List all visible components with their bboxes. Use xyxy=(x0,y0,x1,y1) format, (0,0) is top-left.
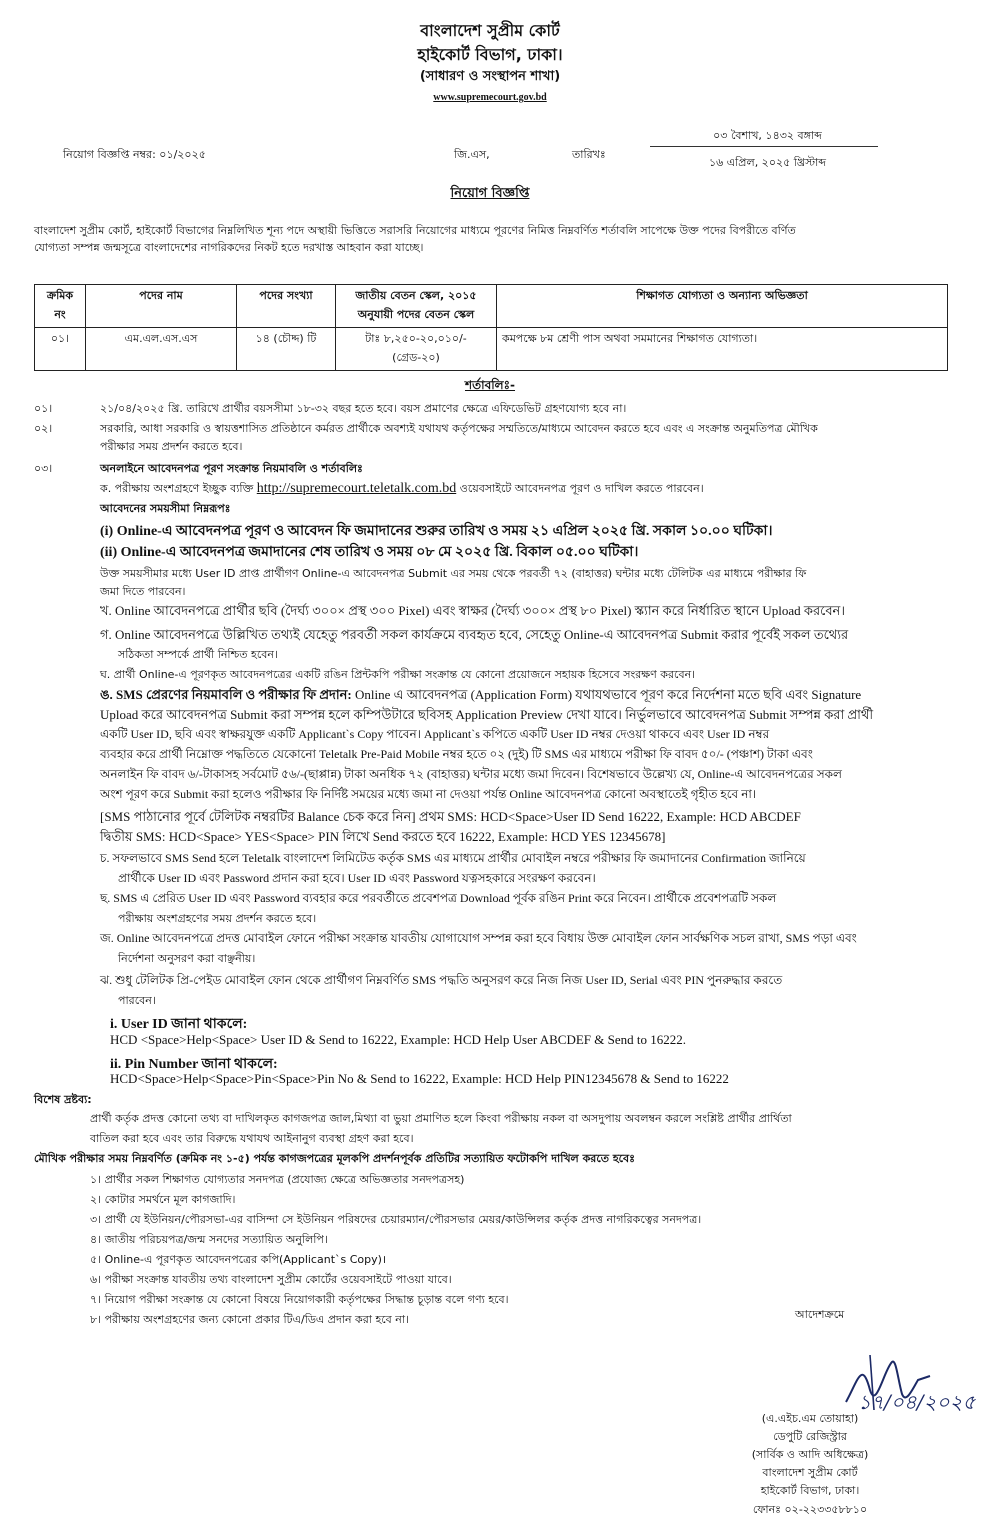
signatory-org: বাংলাদেশ সুপ্রীম কোর্ট xyxy=(762,1466,858,1479)
list-item: ১। প্রার্থীর সকল শিক্ষাগত যোগ্যতার সনদপত্র (প্রযোজ্য ক্ষেত্রে অভিজ্ঞতার সনদপত্রসহ) xyxy=(90,1173,465,1186)
cell-post-count: ১৪ (চৌদ্দ) টি xyxy=(237,328,336,371)
col-post-count: পদের সংখ্যা xyxy=(237,285,336,328)
online-ka xyxy=(100,480,960,499)
online-kha: খ. Online আবেদনপত্রে প্রার্থীর ছবি (দৈর্ঘ্য ৩০০× প্রস্থ ৩০০ Pixel) এবং স্বাক্ষর (দৈর্ঘ্য ৩০০× প্রস্থ ৮০ Pixel) স্ক্যান করে নির্ধারিত স্থানে Upload করবেন। xyxy=(100,603,845,618)
handwritten-date: ১৭/০৪/২০২৫ xyxy=(858,1390,976,1414)
cell-serial: ০১। xyxy=(35,328,86,371)
list-item: ৫। Online-এ পূরণকৃত আবেদনপত্রের কপি(Applicant`s Copy)। xyxy=(90,1253,387,1266)
pin-title: ii. Pin Number জানা থাকলে: xyxy=(110,1057,278,1072)
posts-table xyxy=(34,284,948,371)
online-ja-cont: নির্দেশনা অনুসরণ করা বাঞ্ছনীয়। xyxy=(118,952,256,965)
signatory-phone: ফোনঃ ০২-২২৩৩৫৮৮১০ xyxy=(752,1503,868,1516)
date-divider xyxy=(650,146,878,147)
org-name: বাংলাদেশ সুপ্রীম কোর্ট xyxy=(420,21,560,40)
condition-number: ০৩। xyxy=(34,462,53,475)
intro-paragraph xyxy=(34,222,964,256)
fee-line: উক্ত সময়সীমার মধ্যে User ID প্রাপ্ত প্রার্থীগণ Online-এ আবেদনপত্র Submit এর সময় থেকে পরবর্তী ৭২ (বাহাত্তর) ঘন্টার মধ্যে টেলিটক এর মাধ্যমে পরীক্ষার ফি xyxy=(100,567,807,580)
list-item: ৩। প্রার্থী যে ইউনিয়ন/পৌরসভা-এর বাসিন্দা সে ইউনিয়ন পরিষদের চেয়ারম্যান/পৌরসভার মেয়র/কাউন্সিলর কর্তৃক প্রদত্ত নাগরিকত্বের সনদপত্র। xyxy=(90,1213,702,1226)
ka-prefix: ক. পরীক্ষায় অংশগ্রহণে ইচ্ছুক ব্যক্তি xyxy=(100,482,254,495)
list-item: ৪। জাতীয় পরিচয়পত্র/জন্ম সনদের সত্যায়িত অনুলিপি। xyxy=(90,1233,328,1246)
condition-text: ২১/০৪/২০২৫ খ্রি. তারিখে প্রার্থীর বয়সসীমা ১৮-৩২ বছর হতে হবে। বয়স প্রমাণের ক্ষেত্রে এফিডেভিট গ্রহণযোগ্য হবে না। xyxy=(100,402,627,415)
umo-text: অংশ পূরণ করে Submit করা হলেও পরীক্ষার ফি নির্দিষ্ট সময়ের মধ্যে জমা না দেওয়া পর্যন্ত Online আবেদনপত্র কোনো অবস্থাতেই গৃহীত হবে না। xyxy=(100,787,757,801)
website-link[interactable]: www.supremecourt.gov.bd xyxy=(433,92,547,103)
online-chha: ছ. SMS এ প্রেরিত User ID এবং Password ব্যবহার করে পরবর্তীতে প্রবেশপত্র Download পূর্বক রঙিন Print করে নিবেন। প্রার্থীকে প্রবেশপত্রটি সকল xyxy=(100,891,777,905)
date-label: তারিখঃ xyxy=(572,148,606,161)
umo-text: Online এ আবেদনপত্র (Application Form) যথাযথভাবে পূরণ করে নির্দেশনা মতে ছবি এবং Signature xyxy=(354,687,862,702)
sms-instruction: [SMS পাঠানোর পূর্বে টেলিটক নম্বরটির Balance চেক করে নিন] প্রথম SMS: HCD<Space>User ID Send 16222, Example: HCD ABCDEF xyxy=(100,809,801,824)
condition-3 xyxy=(34,460,964,477)
condition-1 xyxy=(34,400,964,417)
userid-text: HCD <Space>Help<Space> User ID & Send to 16222, Example: HCD Help User ABCDEF & Send to 16222. xyxy=(110,1032,686,1047)
intro-line: যোগ্যতা সম্পন্ন জন্মসূত্রে বাংলাদেশের নাগরিকদের নিকট হতে দরখাস্ত আহবান করা যাচ্ছে। xyxy=(34,241,424,254)
cell-pay-scale: টাঃ ৮,২৫০-২০,০১০/- (গ্রেড-২০) xyxy=(336,328,497,371)
teletalk-link[interactable]: http://supremecourt.teletalk.com.bd xyxy=(256,481,457,496)
umo-text: Upload করে আবেদনপত্র Submit করা সম্পন্ন হলে কম্পিউটারে ছবিসহ Application Preview দেখা যাবে। নির্ভুলভাবে আবেদনপত্র Submit সম্পন্ন করা প্রার্থী xyxy=(100,707,874,722)
viva-list xyxy=(90,1170,790,1330)
schedule-start: (i) Online-এ আবেদনপত্র পূরণ ও আবেদন ফি জমাদানের শুরুর তারিখ ও সময় ২১ এপ্রিল ২০২৫ খ্রি. সকাল ১০.০০ ঘটিকা। xyxy=(100,524,773,539)
conditions-title: শর্তাবলিঃ- xyxy=(464,378,516,392)
signatory-wing: (সার্বিক ও আদি অধিক্ষেত্র) xyxy=(751,1448,869,1461)
list-item: ৬। পরীক্ষা সংক্রান্ত যাবতীয় তথ্য বাংলাদেশ সুপ্রীম কোর্টের ওয়েবসাইটে পাওয়া যাবে। xyxy=(90,1273,452,1286)
userid-title: i. User ID জানা থাকলে: xyxy=(110,1017,248,1032)
gs-label: জি.এস, xyxy=(454,148,490,161)
condition-text: অনলাইনে আবেদনপত্র পূরণ সংক্রান্ত নিয়মাবলি ও শর্তাবলিঃ xyxy=(100,462,363,475)
condition-text: সরকারি, আধা সরকারি ও স্বায়ত্তশাসিত প্রতিষ্ঠানে কর্মরত প্রার্থীকে অবশ্যই যথাযথ কর্তৃপক্ষের সম্মতিতে/মাধ্যমে আবেদন করতে হবে এবং এ সংক্রান্ত অনুমতিপত্র মৌখিক xyxy=(100,422,818,435)
col-serial: ক্রমিক নং xyxy=(35,285,86,328)
special-title: বিশেষ দ্রষ্টব্য: xyxy=(34,1093,92,1106)
online-jha: ঝ. শুধু টেলিটক প্রি-পেইড মোবাইল ফোন থেকে প্রার্থীগণ নিম্নবর্ণিত SMS পদ্ধতি অনুসরণ করে নিজ নিজ User ID, Serial এবং PIN পুনরুদ্ধার করতে xyxy=(100,973,783,987)
schedule-title: আবেদনের সময়সীমা নিম্নরূপঃ xyxy=(100,502,231,515)
online-ga: গ. Online আবেদনপত্রে উল্লিখিত তথ্যই যেহেতু পরবর্তী সকল কার্যক্রমে ব্যবহৃত হবে, সেহেতু Online-এ আবেদনপত্র Submit করার পূর্বেই সকল তথ্যের xyxy=(100,627,849,642)
viva-title: মৌখিক পরীক্ষার সময় নিম্নবর্ণিত (ক্রমিক নং ১-৫) পর্যন্ত কাগজপত্রের মূলকপি প্রদর্শনপূর্বক প্রতিটির সত্যায়িত ফটোকপি দাখিল করতে হবেঃ xyxy=(34,1152,636,1165)
date-bangla: ০৩ বৈশাখ, ১৪৩২ বঙ্গাব্দ xyxy=(713,129,822,142)
notice-title: নিয়োগ বিজ্ঞপ্তি xyxy=(450,186,530,201)
online-ja: জ. Online আবেদনপত্রে প্রদত্ত মোবাইল ফোনে পরীক্ষা সংক্রান্ত যাবতীয় যোগাযোগ সম্পন্ন করা হবে বিধায় উক্ত মোবাইল ফোন সার্বক্ষণিক সচল রাখা, SMS পড়া এবং xyxy=(100,931,857,945)
umo-text: ব্যবহার করে প্রার্থী নিম্নোক্ত পদ্ধতিতে যেকোনো Teletalk Pre-Paid Mobile নম্বর হতে ০২ (দুই) টি SMS এর মাধ্যমে পরীক্ষা ফি বাবদ ৫০/- (পঞ্চাশ) টাকা এবং xyxy=(100,747,813,761)
cell-qualification: কমপক্ষে ৮ম শ্রেণী পাস অথবা সমমানের শিক্ষাগত যোগ্যতা। xyxy=(497,328,948,371)
online-cha-cont: প্রার্থীকে User ID এবং Password প্রদান করা হবে। User ID এবং Password যত্নসহকারে সংরক্ষণ করবেন। xyxy=(118,871,596,885)
online-gha: ঘ. প্রার্থী Online-এ পূরণকৃত আবেদনপত্রের একটি রঙিন প্রিন্টকপি পরীক্ষা সংক্রান্ত যে কোনো প্রয়োজনে সহায়ক হিসেবে সংরক্ষণ করবেন। xyxy=(100,668,696,681)
by-order: আদেশক্রমে xyxy=(795,1308,845,1321)
cell-post-name: এম.এল.এস.এস xyxy=(86,328,237,371)
branch-name: (সাধারণ ও সংস্থাপন শাখা) xyxy=(419,69,561,84)
pin-text: HCD<Space>Help<Space>Pin<Space>Pin No & Send to 16222, Example: HCD Help PIN12345678 & Send to 16222 xyxy=(110,1071,729,1086)
signatory-division: হাইকোর্ট বিভাগ, ঢাকা। xyxy=(760,1484,860,1497)
list-item: ২। কোটার সমর্থনে মূল কাগজাদি। xyxy=(90,1193,236,1206)
umo-text: অনলাইন ফি বাবদ ৬/-টাকাসহ সর্বমোট ৫৬/-(ছাপ্পান্ন) টাকা অনধিক ৭২ (বাহাত্তর) ঘন্টার মধ্যে জমা দিবেন। বিশেষভাবে উল্লেখ্য যে, Online-এ আবেদনপত্রের সকল xyxy=(100,767,842,781)
table-row xyxy=(35,328,948,371)
sms-instruction: দ্বিতীয় SMS: HCD<Space> YES<Space> PIN লিখে Send করতে হবে 16222, Example: HCD YES 12345678] xyxy=(100,829,666,844)
online-ga-cont: সঠিকতা সম্পর্কে প্রার্থী নিশ্চিত হবেন। xyxy=(118,648,278,661)
notice-number: নিয়োগ বিজ্ঞপ্তি নম্বর: ০১/২০২৫ xyxy=(63,148,206,161)
list-item: ৭। নিয়োগ পরীক্ষা সংক্রান্ত যে কোনো বিষয়ে নিয়োগকারী কর্তৃপক্ষের সিদ্ধান্ত চূড়ান্ত বলে গণ্য হবে। xyxy=(90,1293,509,1306)
online-jha-cont: পারবেন। xyxy=(118,994,156,1007)
col-post-name: পদের নাম xyxy=(86,285,237,328)
special-line: বাতিল করা হবে এবং তার বিরুদ্ধে যথাযথ আইনানুগ ব্যবস্থা গ্রহণ করা হবে। xyxy=(90,1132,414,1145)
condition-number: ০১। xyxy=(34,402,53,415)
list-item: ৮। পরীক্ষায় অংশগ্রহণের জন্য কোনো প্রকার টিএ/ডিএ প্রদান করা হবে না। xyxy=(90,1313,409,1326)
condition-text: পরীক্ষার সময় প্রদর্শন করতে হবে। xyxy=(100,440,243,453)
signatory-name: (এ.এইচ.এম তোয়াহা) xyxy=(761,1412,859,1425)
col-pay-scale: জাতীয় বেতন স্কেল, ২০১৫ অনুযায়ী পদের বেতন স্কেল xyxy=(336,285,497,328)
ka-suffix: ওয়েবসাইটে আবেদনপত্র পূরণ ও দাখিল করতে পারবেন। xyxy=(459,482,704,495)
date-english: ১৬ এপ্রিল, ২০২৫ খ্রিস্টাব্দ xyxy=(708,156,827,169)
umo-text: একটি User ID, ছবি এবং স্বাক্ষরযুক্ত একটি Applicant`s Copy পাবেন। Applicant`s কপিতে একটি User ID নম্বর দেওয়া থাকবে এবং User ID নম্বর xyxy=(100,727,770,741)
condition-number: ০২। xyxy=(34,422,53,435)
special-line: প্রার্থী কর্তৃক প্রদত্ত কোনো তথ্য বা দাখিলকৃত কাগজপত্র জাল,মিথ্যা বা ভুয়া প্রমাণিত হলে কিংবা পরীক্ষায় নকল বা অসদুপায় অবলম্বন করলে সংশ্লিষ্ট প্রার্থীর প্রার্থিতা xyxy=(90,1112,792,1125)
online-chha-cont: পরীক্ষায় অংশগ্রহণের সময় প্রদর্শন করতে হবে। xyxy=(118,912,317,925)
umo-title: ঙ. SMS প্রেরণের নিয়মাবলি ও পরীক্ষার ফি প্রদান: xyxy=(100,687,352,702)
division-name: হাইকোর্ট বিভাগ, ঢাকা। xyxy=(417,45,563,64)
fee-line: জমা দিতে পারবেন। xyxy=(100,585,186,598)
col-qualification: শিক্ষাগত যোগ্যতা ও অন্যান্য অভিজ্ঞতা xyxy=(497,285,948,328)
signatory-designation: ডেপুটি রেজিস্ট্রার xyxy=(773,1430,847,1443)
intro-line: বাংলাদেশ সুপ্রীম কোর্ট, হাইকোর্ট বিভাগের নিম্নলিখিত শূন্য পদে অস্থায়ী ভিত্তিতে সরাসরি নিয়োগের মাধ্যমে পূরণের নিমিত্ত নিম্নবর্ণিত শর্তাবলি সাপেক্ষে উক্ত পদের বিপরীতে বর্ণিত xyxy=(34,224,796,237)
schedule-end: (ii) Online-এ আবেদনপত্র জমাদানের শেষ তারিখ ও সময় ০৮ মে ২০২৫ খ্রি. বিকাল ০৫.০০ ঘটিকা। xyxy=(100,545,639,560)
online-umo xyxy=(100,686,960,707)
table-header-row xyxy=(35,285,948,328)
condition-2 xyxy=(34,420,964,437)
online-cha: চ. সফলভাবে SMS Send হলে Teletalk বাংলাদেশ লিমিটেড কর্তৃক SMS এর মাধ্যমে প্রার্থীর মোবাইল নম্বরে পরীক্ষার ফি জমাদানের Confirmation জানিয়ে xyxy=(100,851,806,865)
